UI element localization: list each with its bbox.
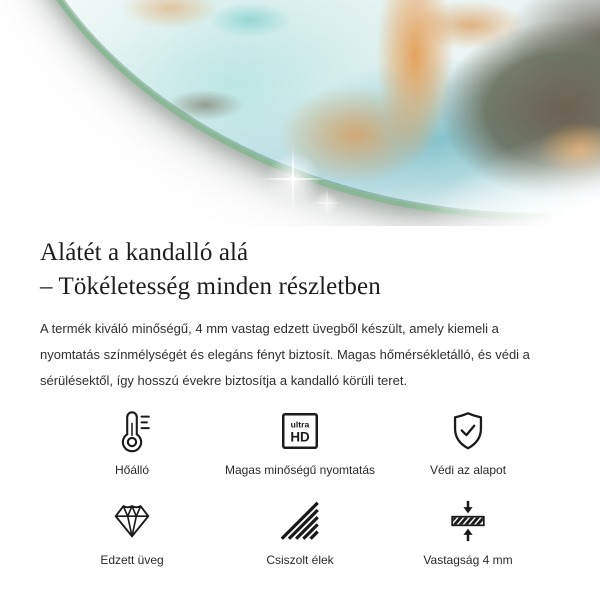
feature-heat-resistant bbox=[48, 408, 216, 478]
feature-label: Edzett üveg bbox=[100, 553, 164, 567]
page-title-line2: – Tökéletesség minden részletben bbox=[40, 273, 381, 300]
diamond-icon bbox=[109, 498, 155, 544]
page-title-line1: Alátét a kandalló alá bbox=[40, 239, 249, 266]
feature-thickness-4mm bbox=[384, 498, 552, 568]
product-description: A termék kiváló minőségű, 4 mm vastag edzett üvegből készült, amely kiemeli a nyomtatás színmélységét és elegáns fényt biztosít. Magas hőmérsékletálló, és védi a sérülésektől, így hosszú évekre biztosítja a kandalló körüli teret. bbox=[40, 321, 530, 388]
thermometer-icon bbox=[109, 408, 155, 454]
polished-edges-icon bbox=[277, 498, 323, 544]
page-title bbox=[40, 236, 560, 304]
feature-label: Vastagság 4 mm bbox=[423, 553, 513, 567]
feature-label: Hőálló bbox=[114, 463, 150, 477]
feature-grid bbox=[40, 408, 560, 568]
ultra-hd-badge-top: ultra bbox=[290, 419, 310, 430]
ultra-hd-badge-bottom: HD bbox=[290, 429, 310, 445]
product-info-section bbox=[0, 226, 600, 568]
feature-tempered-glass bbox=[48, 498, 216, 568]
product-hero-image bbox=[0, 0, 600, 226]
shield-check-icon bbox=[445, 408, 491, 454]
feature-polished-edges bbox=[216, 498, 384, 568]
thickness-icon bbox=[445, 498, 491, 544]
feature-label: Magas minőségű nyomtatás bbox=[224, 463, 376, 477]
feature-label: Csiszolt élek bbox=[266, 553, 334, 567]
feature-label: Védi az alapot bbox=[429, 463, 507, 477]
ultra-hd-icon bbox=[277, 408, 323, 454]
hero-white-fade bbox=[0, 0, 600, 226]
feature-ultra-hd-print bbox=[216, 408, 384, 478]
feature-protects-base bbox=[384, 408, 552, 478]
